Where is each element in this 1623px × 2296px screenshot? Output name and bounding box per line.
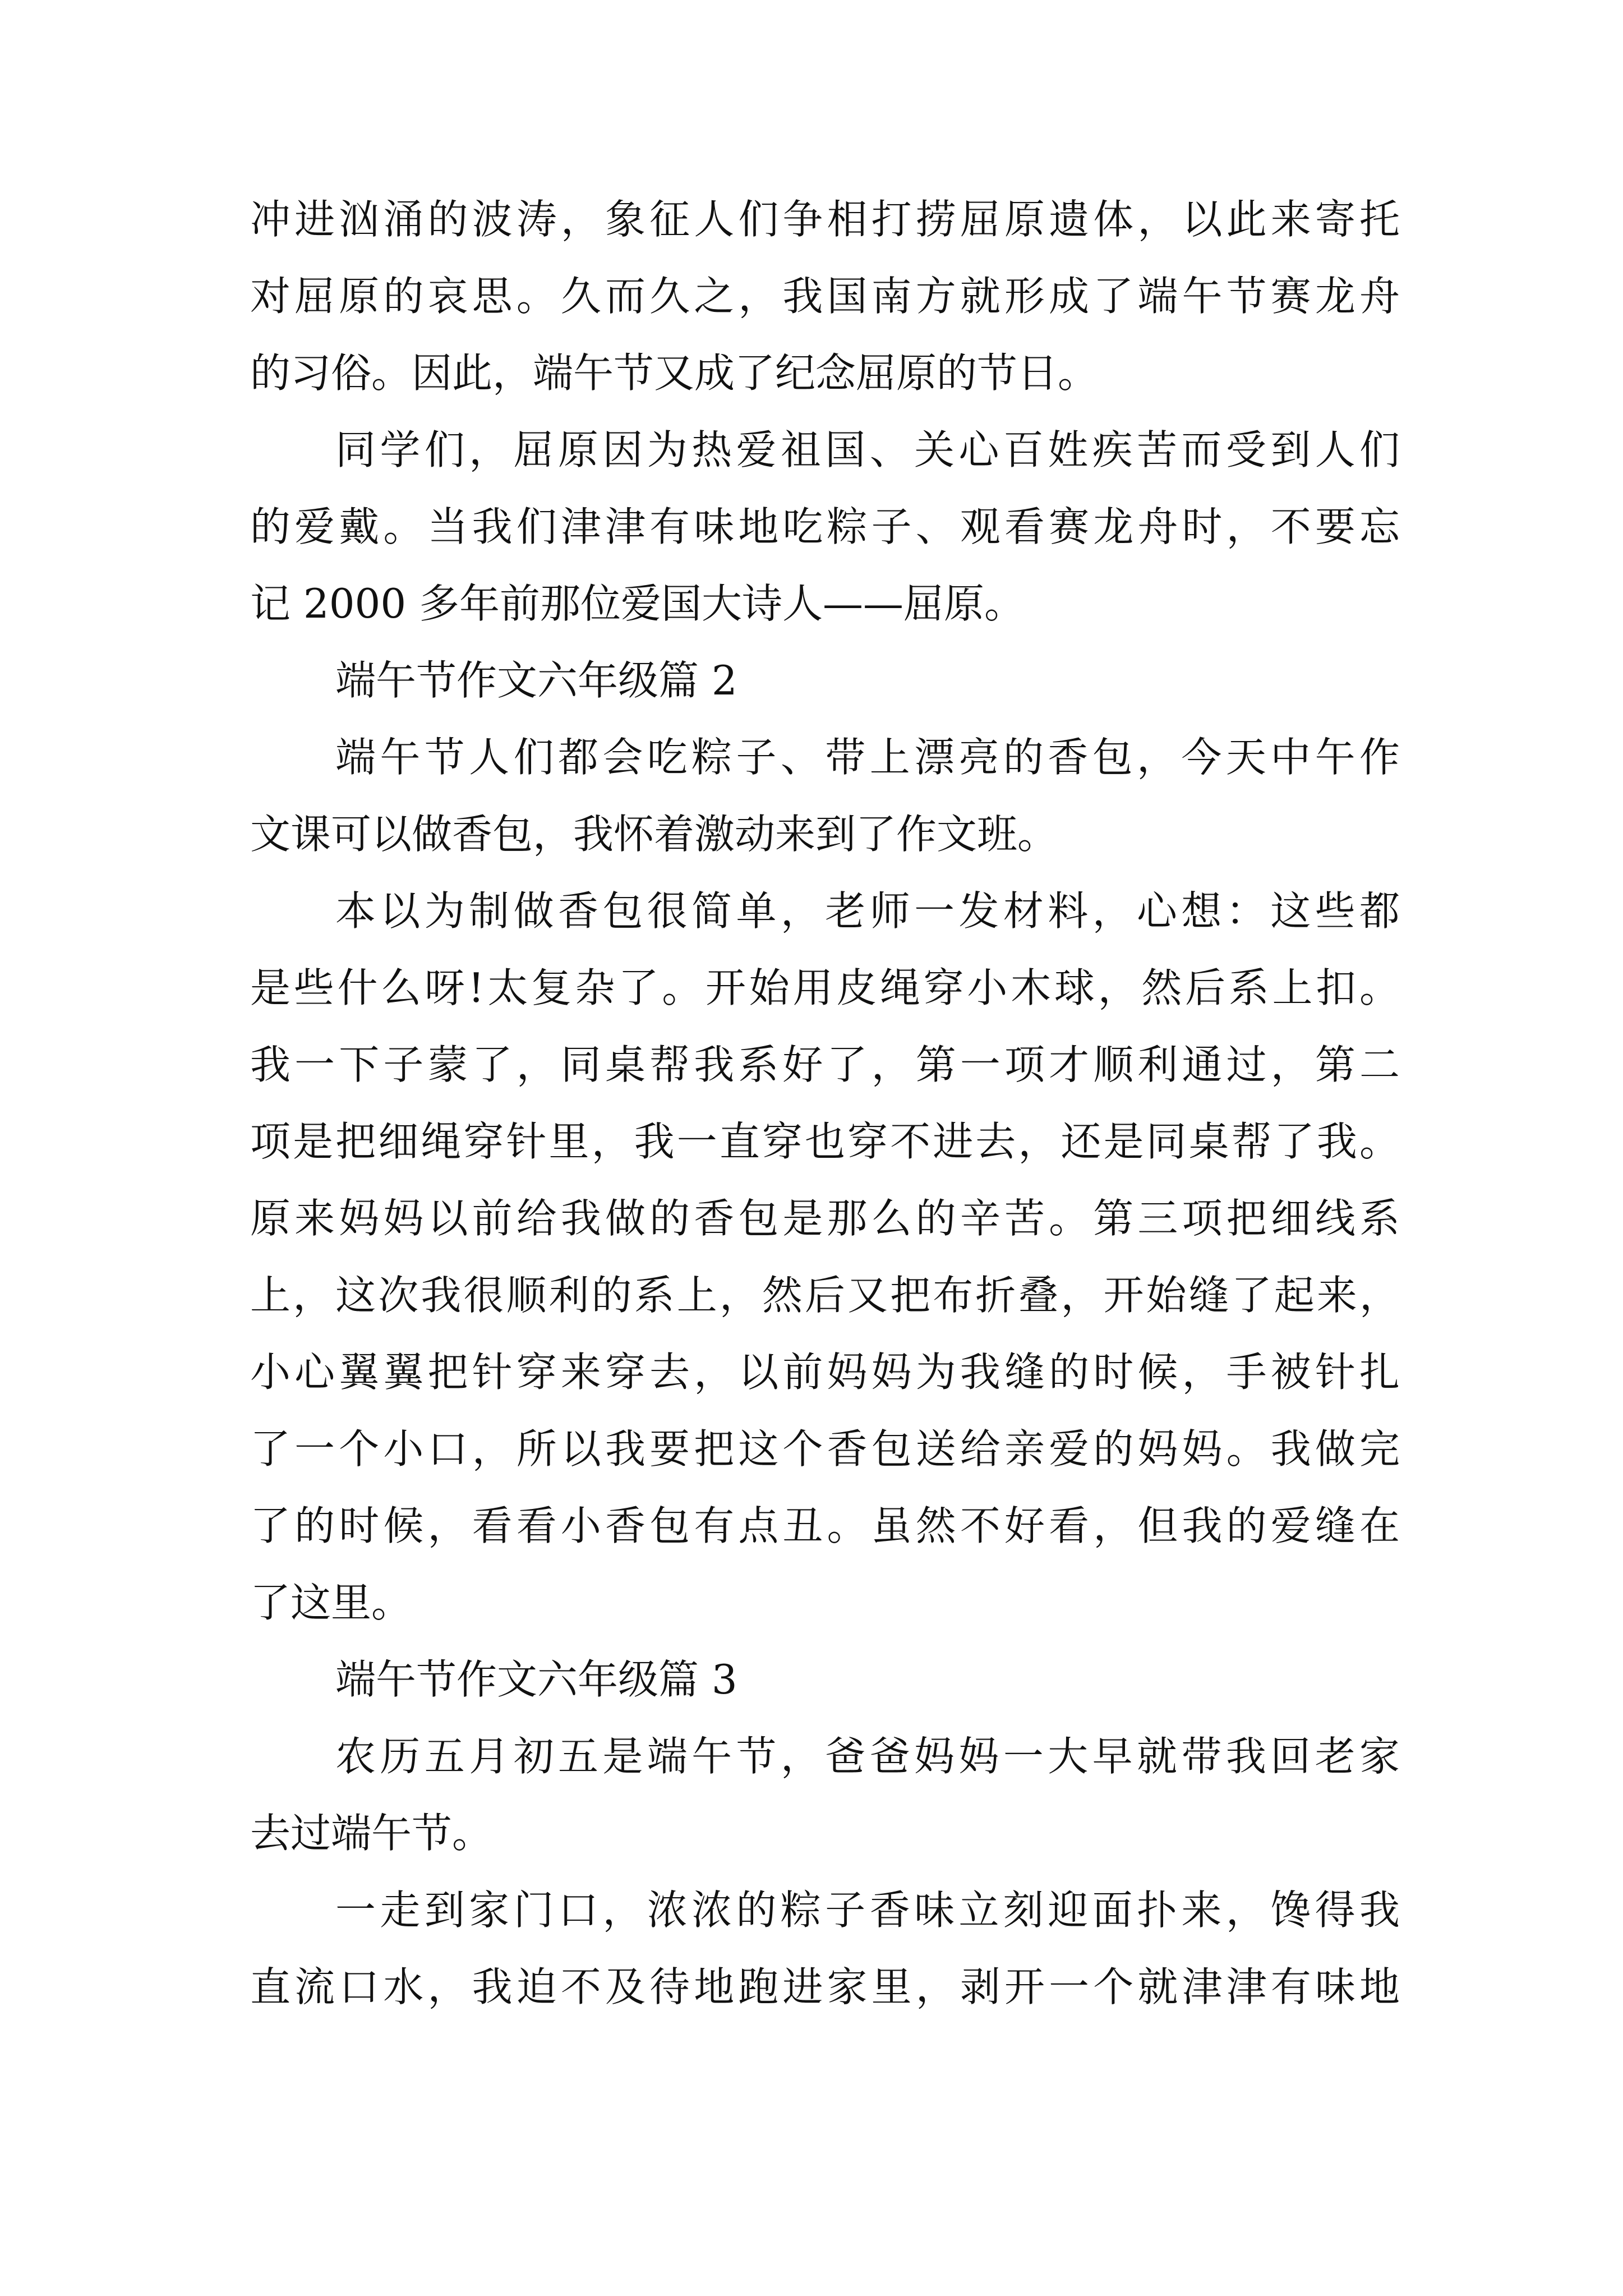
text-line: 文课可以做香包，我怀着激动来到了作文班。 xyxy=(250,811,1058,858)
text-line: 农历五月初五是端午节，爸爸妈妈一大早就带我回老家 xyxy=(335,1733,1400,1780)
text-line: 记 2000 多年前那位爱国大诗人——屈原。 xyxy=(250,580,1025,627)
text-line: 的爱戴。当我们津津有味地吃粽子、观看赛龙舟时，不要忘 xyxy=(250,503,1400,550)
text-line: 的习俗。因此，端午节又成了纪念屈原的节日。 xyxy=(250,349,1099,397)
text-line: 同学们，屈原因为热爱祖国、关心百姓疾苦而受到人们 xyxy=(335,426,1400,473)
text-line: 小心翼翼把针穿来穿去，以前妈妈为我缝的时候，手被针扎 xyxy=(250,1349,1400,1396)
text-line: 了这里。 xyxy=(250,1579,412,1626)
text-line: 上，这次我很顺利的系上，然后又把布折叠，开始缝了起来， xyxy=(250,1272,1400,1319)
text-line: 是些什么呀!太复杂了。开始用皮绳穿小木球，然后系上扣。 xyxy=(250,964,1400,1011)
text-line: 项是把细绳穿针里，我一直穿也穿不进去，还是同桌帮了我。 xyxy=(250,1118,1400,1165)
text-line: 一走到家门口，浓浓的粽子香味立刻迎面扑来，馋得我 xyxy=(335,1887,1400,1934)
section-heading: 端午节作文六年级篇 2 xyxy=(335,657,737,704)
section-heading: 端午节作文六年级篇 3 xyxy=(335,1656,737,1703)
text-line: 直流口水，我迫不及待地跑进家里，剥开一个就津津有味地 xyxy=(250,1963,1400,2010)
text-line: 了一个小口，所以我要把这个香包送给亲爱的妈妈。我做完 xyxy=(250,1425,1400,1473)
text-line: 端午节人们都会吃粽子、带上漂亮的香包，今天中午作 xyxy=(335,734,1400,781)
text-line: 原来妈妈以前给我做的香包是那么的辛苦。第三项把细线系 xyxy=(250,1195,1400,1242)
text-line: 对屈原的哀思。久而久之，我国南方就形成了端午节赛龙舟 xyxy=(250,273,1400,320)
text-line: 我一下子蒙了，同桌帮我系好了，第一项才顺利通过，第二 xyxy=(250,1041,1400,1088)
text-line: 冲进汹涌的波涛，象征人们争相打捞屈原遗体，以此来寄托 xyxy=(250,196,1400,243)
text-line: 本以为制做香包很简单，老师一发材料，心想：这些都 xyxy=(335,887,1400,935)
text-line: 去过端午节。 xyxy=(250,1810,493,1857)
text-line: 了的时候，看看小香包有点丑。虽然不好看，但我的爱缝在 xyxy=(250,1502,1400,1549)
